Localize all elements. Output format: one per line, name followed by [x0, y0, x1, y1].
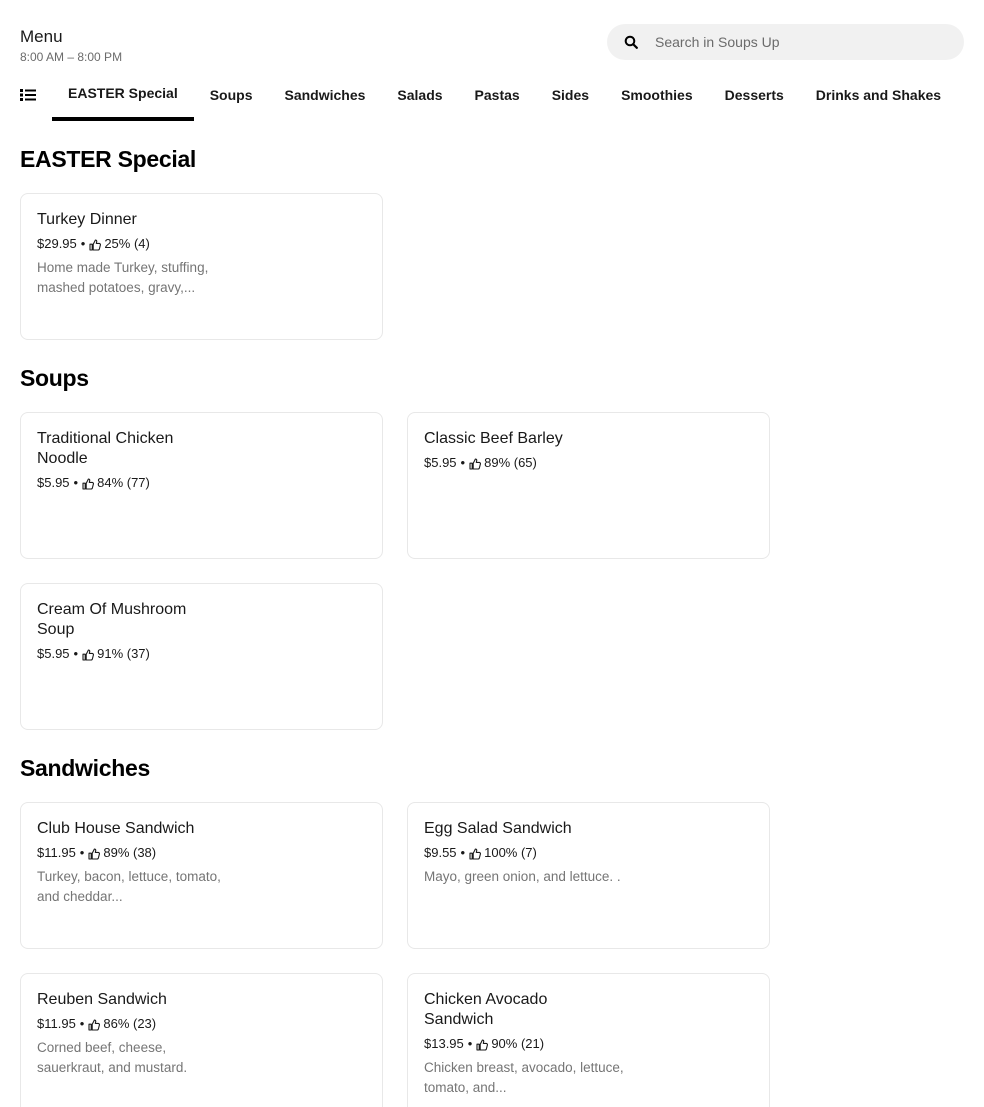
separator-dot: •	[467, 1036, 473, 1051]
tab-soups[interactable]: Soups	[209, 86, 253, 103]
search-input[interactable]	[655, 34, 945, 50]
item-name: Chicken Avocado Sandwich	[424, 991, 548, 1028]
item-price: $11.95	[37, 1016, 76, 1031]
item-rating: 89% (65)	[484, 455, 537, 470]
menu-item-card[interactable]	[407, 412, 770, 559]
tab-drinks-and-shakes[interactable]: Drinks and Shakes	[815, 86, 942, 103]
store-header	[20, 26, 122, 65]
search-icon	[607, 35, 655, 49]
item-meta	[37, 645, 366, 663]
item-rating: 100% (7)	[484, 845, 537, 860]
page-title: Menu	[20, 27, 63, 46]
menu-item-card[interactable]	[407, 802, 770, 949]
thumbs-up-icon	[469, 847, 481, 859]
item-price: $5.95	[424, 455, 457, 470]
section-title-sandwiches: Sandwiches	[20, 755, 150, 781]
item-rating: 90% (21)	[491, 1036, 545, 1051]
item-rating: 25% (4)	[104, 236, 150, 251]
separator-dot: •	[460, 455, 466, 470]
menu-item-card[interactable]	[20, 193, 383, 340]
item-price: $5.95	[37, 475, 70, 490]
item-name: Traditional Chicken Noodle	[37, 430, 174, 467]
menu-item-card[interactable]	[20, 973, 383, 1107]
item-price: $13.95	[424, 1036, 464, 1051]
item-description: Corned beef, cheese, sauerkraut, and mustard.	[37, 1040, 188, 1075]
item-description: Home made Turkey, stuffing, mashed potatoes, gravy,...	[37, 260, 209, 295]
tab-smoothies[interactable]: Smoothies	[621, 86, 693, 103]
item-price: $9.55	[424, 845, 457, 860]
item-name: Reuben Sandwich	[37, 991, 167, 1008]
store-hours: 8:00 AM – 8:00 PM	[20, 50, 123, 64]
menu-item-card[interactable]	[20, 802, 383, 949]
item-price: $5.95	[37, 646, 70, 661]
item-meta	[424, 454, 753, 472]
tab-easter-special[interactable]: EASTER Special	[52, 72, 194, 121]
thumbs-up-icon	[82, 648, 94, 660]
separator-dot: •	[79, 845, 85, 860]
thumbs-up-icon	[82, 477, 94, 489]
item-rating: 89% (38)	[103, 845, 157, 860]
item-meta	[37, 235, 366, 253]
thumbs-up-icon	[89, 238, 101, 250]
item-rating: 86% (23)	[103, 1016, 157, 1031]
tab-sides[interactable]: Sides	[551, 86, 590, 103]
item-name: Classic Beef Barley	[424, 430, 563, 447]
category-nav	[20, 72, 964, 121]
item-price: $29.95	[37, 236, 77, 251]
separator-dot: •	[79, 1016, 85, 1031]
category-tabs	[52, 72, 957, 121]
tab-salads[interactable]: Salads	[397, 86, 443, 103]
item-name: Cream Of Mushroom Soup	[37, 601, 187, 638]
tab-pastas[interactable]: Pastas	[474, 86, 520, 103]
menu-item-card[interactable]	[20, 583, 383, 730]
item-rating: 91% (37)	[97, 646, 150, 661]
item-name: Club House Sandwich	[37, 820, 195, 837]
item-description: Turkey, bacon, lettuce, tomato, and cheddar...	[37, 869, 221, 904]
menu-item-card[interactable]	[20, 412, 383, 559]
tab-sandwiches[interactable]: Sandwiches	[284, 86, 366, 103]
thumbs-up-icon	[88, 1018, 100, 1030]
thumbs-up-icon	[469, 457, 481, 469]
item-price: $11.95	[37, 845, 76, 860]
item-description: Chicken breast, avocado, lettuce, tomato, and...	[424, 1060, 624, 1095]
separator-dot: •	[73, 646, 79, 661]
tab-desserts[interactable]: Desserts	[724, 86, 784, 103]
section-title-soups: Soups	[20, 365, 89, 391]
item-meta	[424, 1035, 753, 1053]
item-meta	[37, 474, 366, 492]
item-meta	[37, 844, 366, 862]
search-bar[interactable]	[607, 24, 964, 60]
thumbs-up-icon	[88, 847, 100, 859]
item-meta	[424, 844, 753, 862]
separator-dot: •	[73, 475, 79, 490]
section-title-easter: EASTER Special	[20, 146, 197, 172]
item-name: Egg Salad Sandwich	[424, 820, 572, 837]
menu-item-card[interactable]	[407, 973, 770, 1107]
item-description: Mayo, green onion, and lettuce. .	[424, 869, 621, 884]
separator-dot: •	[80, 236, 86, 251]
item-name: Turkey Dinner	[37, 211, 137, 228]
thumbs-up-icon	[476, 1038, 488, 1050]
item-rating: 84% (77)	[97, 475, 150, 490]
separator-dot: •	[460, 845, 466, 860]
list-icon[interactable]	[20, 87, 36, 103]
item-meta	[37, 1015, 366, 1033]
